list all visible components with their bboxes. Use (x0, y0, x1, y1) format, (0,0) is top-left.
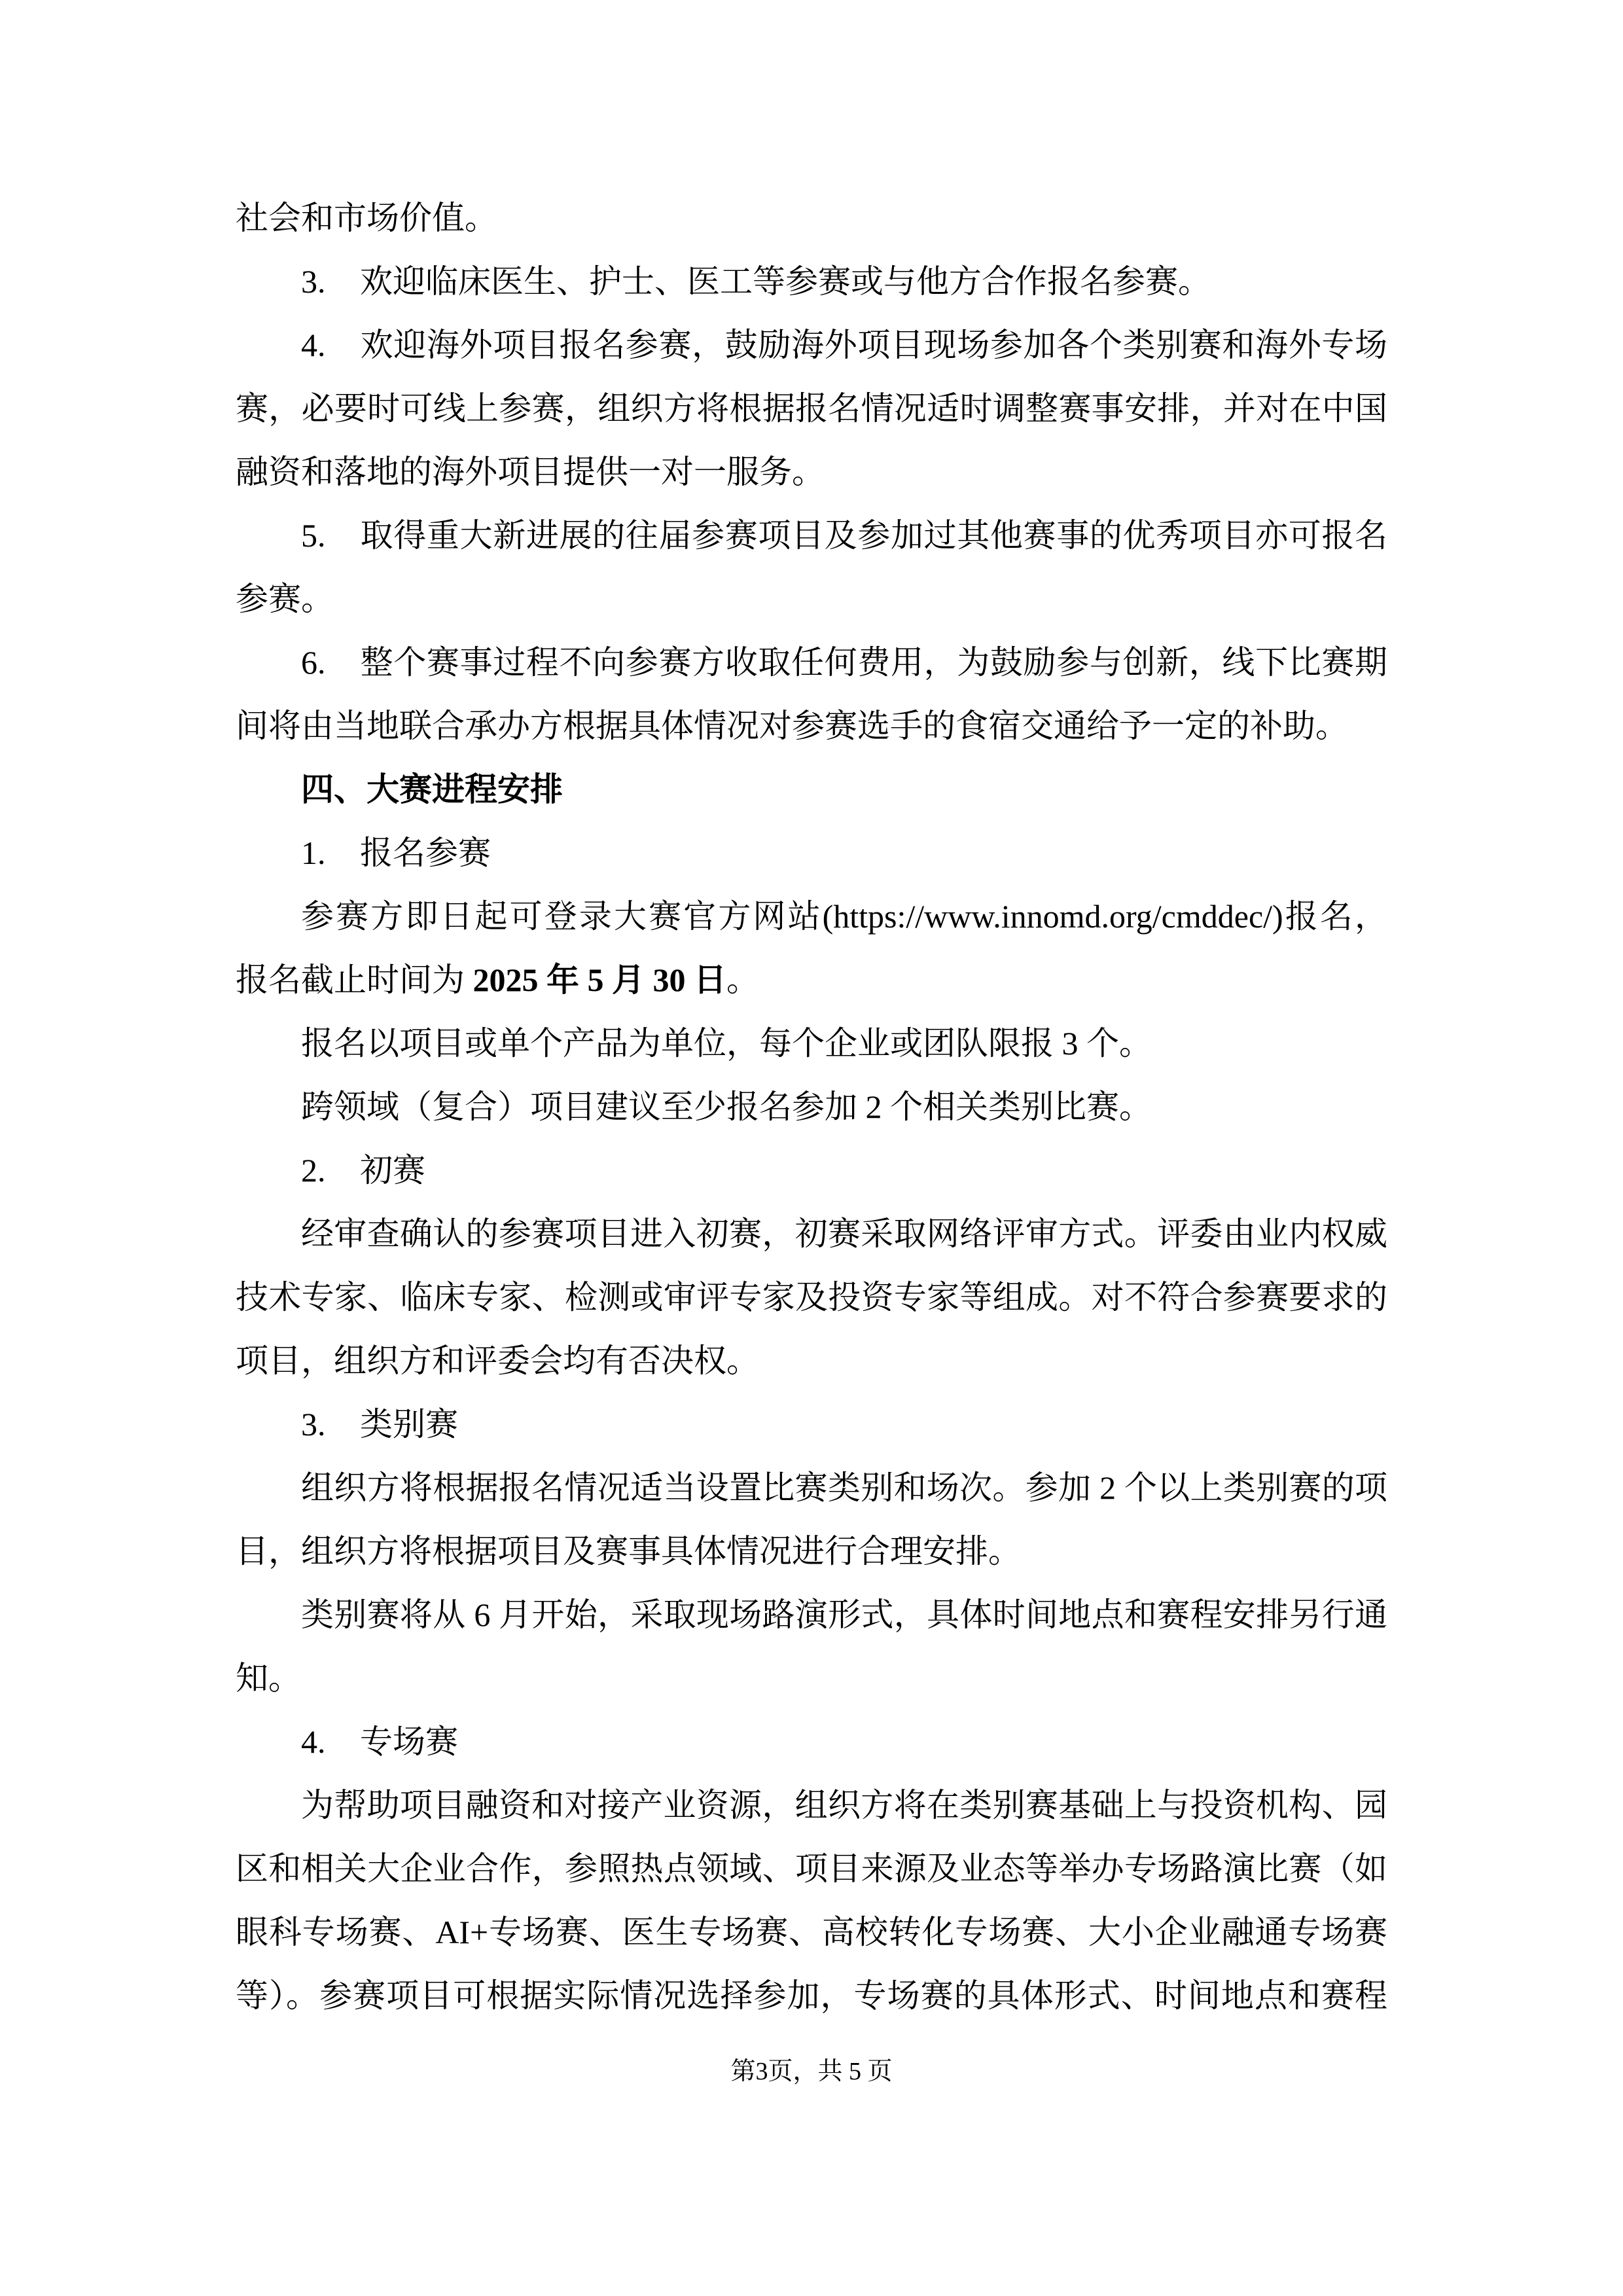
text-line (236, 250, 1387, 314)
text-line (236, 1837, 1387, 1901)
text-run: 类别赛 (360, 1406, 458, 1443)
text-line (236, 504, 1387, 567)
text-line (236, 1329, 1387, 1393)
text-run: 项目，组织方和评委会均有否决权。 (236, 1342, 759, 1379)
text-run: 参赛。 (236, 581, 334, 617)
text-run: 赛，必要时可线上参赛，组织方将根据报名情况适时调整赛事安排，并对在中国 (236, 390, 1387, 427)
text-run: 初赛 (360, 1152, 425, 1189)
text-line (236, 1456, 1387, 1520)
text-run: 2025 年 5 月 30 日 (473, 961, 726, 998)
text-run: 报名以项目或单个产品为单位，每个企业或团队限报 3 个。 (301, 1025, 1152, 1062)
list-number: 3. (301, 263, 326, 300)
text-run: 取得重大新进展的往届参赛项目及参加过其他赛事的优秀项目亦可报名 (360, 517, 1387, 554)
text-run: 四、大赛进程安排 (301, 771, 563, 808)
text-line (236, 1139, 1387, 1202)
text-line (236, 1393, 1387, 1456)
text-line (236, 885, 1387, 948)
text-run: 。 (726, 961, 759, 998)
list-number: 1. (301, 834, 326, 871)
text-run: 类别赛将从 6 月开始，采取现场路演形式，具体时间地点和赛程安排另行通 (301, 1596, 1387, 1633)
text-line (236, 1774, 1387, 1837)
text-run: 融资和落地的海外项目提供一对一服务。 (236, 454, 825, 490)
list-number: 6. (301, 644, 326, 681)
page-footer: 第3页，共 5 页 (730, 2058, 893, 2085)
list-number: 4. (301, 327, 326, 363)
text-run: 区和相关大企业合作，参照热点领域、项目来源及业态等举办专场路演比赛（如 (236, 1850, 1387, 1887)
text-run: 欢迎临床医生、护士、医工等参赛或与他方合作报名参赛。 (360, 263, 1211, 300)
text-line (236, 1012, 1387, 1075)
text-run: 报名截止时间为 (236, 961, 473, 998)
text-line (236, 1583, 1387, 1647)
text-line (236, 1520, 1387, 1583)
text-line (236, 821, 1387, 885)
list-number: 2. (301, 1152, 326, 1189)
text-line (236, 314, 1387, 377)
text-run: 经审查确认的参赛项目进入初赛，初赛采取网络评审方式。评委由业内权威 (301, 1215, 1387, 1252)
text-run: 技术专家、临床专家、检测或审评专家及投资专家等组成。对不符合参赛要求的 (236, 1279, 1387, 1316)
text-run: 目，组织方将根据项目及赛事具体情况进行合理安排。 (236, 1533, 1021, 1570)
text-run: 整个赛事过程不向参赛方收取任何费用，为鼓励参与创新，线下比赛期 (360, 644, 1387, 681)
text-run: 知。 (236, 1660, 301, 1696)
text-line (236, 187, 1387, 250)
list-number: 5. (301, 517, 326, 554)
text-line (236, 377, 1387, 440)
text-run: 组织方将根据报名情况适当设置比赛类别和场次。参加 2 个以上类别赛的项 (301, 1469, 1387, 1506)
list-number: 4. (301, 1723, 326, 1760)
text-run: 报名参赛 (360, 834, 491, 871)
text-run: 跨领域（复合）项目建议至少报名参加 2 个相关类别比赛。 (301, 1088, 1152, 1125)
text-run: 专场赛 (360, 1723, 458, 1760)
list-number: 3. (301, 1406, 326, 1443)
text-line (236, 1647, 1387, 1710)
text-run: 为帮助项目融资和对接产业资源，组织方将在类别赛基础上与投资机构、园 (301, 1787, 1387, 1823)
text-line (236, 1964, 1387, 2028)
text-line (236, 1202, 1387, 1266)
section-heading (236, 758, 1387, 821)
text-line (236, 1901, 1387, 1964)
text-line (236, 440, 1387, 504)
text-line (236, 1710, 1387, 1774)
text-line (236, 1075, 1387, 1139)
text-run: 间将由当地联合承办方根据具体情况对参赛选手的食宿交通给予一定的补助。 (236, 708, 1348, 744)
text-lines (236, 187, 1387, 2028)
text-line (236, 567, 1387, 631)
text-line (236, 694, 1387, 758)
text-run: 欢迎海外项目报名参赛，鼓励海外项目现场参加各个类别赛和海外专场 (360, 327, 1387, 363)
text-line (236, 1266, 1387, 1329)
text-run: 眼科专场赛、AI+专场赛、医生专场赛、高校转化专场赛、大小企业融通专场赛 (236, 1914, 1387, 1950)
text-line (236, 948, 1387, 1012)
text-line (236, 631, 1387, 694)
text-run: 参赛方即日起可登录大赛官方网站(https://www.innomd.org/cmddec/)报名， (301, 898, 1387, 935)
text-run: 等）。参赛项目可根据实际情况选择参加，专场赛的具体形式、时间地点和赛程 (236, 1977, 1387, 2014)
text-run: 社会和市场价值。 (236, 200, 497, 236)
